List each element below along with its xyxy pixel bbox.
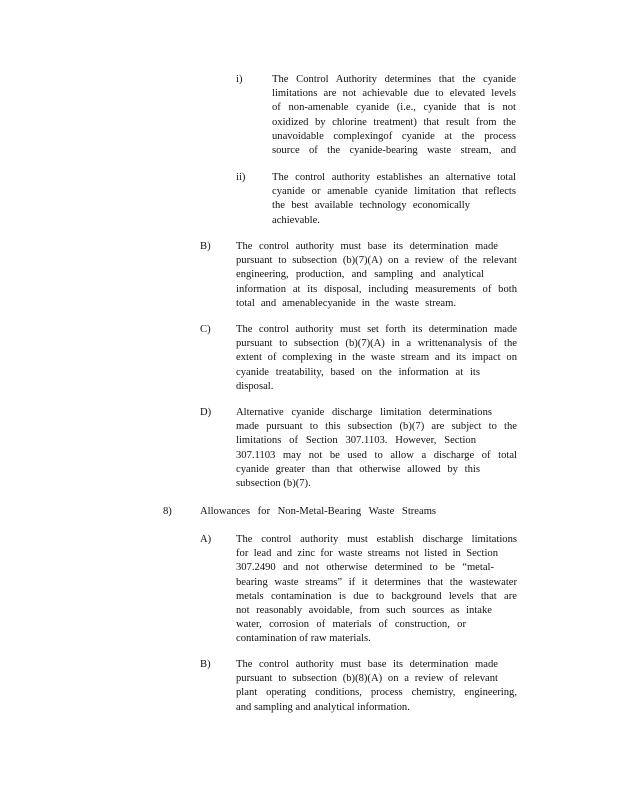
- text-line: subsection (b)(7).: [236, 477, 311, 489]
- text-line: achievable.: [272, 214, 320, 226]
- text-line: The Control Authority determines that the cyanide: [272, 74, 516, 85]
- text-line: pursuant to subsection (b)(7)(A) in a writtenanalysis of the: [236, 338, 517, 350]
- text-line: The control authority establishes an alternative total: [272, 172, 516, 183]
- text-line: unavoidable complexingof cyanide at the process: [272, 130, 516, 142]
- item-label: D): [200, 407, 212, 418]
- text-line: cyanide greater than that otherwise allowed by this: [236, 463, 480, 475]
- text-line: limitations of Section 307.1103. However, Section: [236, 435, 476, 447]
- item-label: i): [236, 74, 243, 85]
- item-text: [236, 406, 517, 491]
- text-line: plant operating conditions, process chemistry, engineering,: [236, 687, 517, 699]
- item-label: C): [200, 324, 211, 335]
- item-label: B): [200, 241, 211, 252]
- section-label: 8): [163, 506, 172, 517]
- item-text: [272, 73, 516, 158]
- text-line: extent of complexing in the waste stream and its impact on: [236, 352, 517, 364]
- text-line: contamination of raw materials.: [236, 633, 371, 645]
- text-line: The control authority must base its determination made: [236, 659, 498, 670]
- text-line: disposal.: [236, 380, 274, 392]
- section-title: Allowances for Non-Metal-Bearing Waste Streams: [200, 506, 437, 517]
- item-text: [236, 533, 517, 647]
- text-line: metals contamination is due to background levels that are: [236, 590, 517, 602]
- text-line: oxidized by chlorine treatment) that result from the: [272, 116, 516, 128]
- text-line: 307.2490 and not otherwise determined to be “metal-: [236, 562, 494, 574]
- text-line: pursuant to subsection (b)(8)(A) on a review of relevant: [236, 673, 498, 685]
- text-line: the best available technology economically: [272, 200, 470, 212]
- item-text: [236, 240, 517, 311]
- item-label: A): [200, 534, 212, 545]
- text-line: cyanide or amenable cyanide limitation that reflects: [272, 186, 516, 198]
- text-line: source of the cyanide-bearing waste stream, and: [272, 144, 516, 156]
- text-line: Alternative cyanide discharge limitation determinations: [236, 407, 492, 418]
- text-line: bearing waste streams” if it determines that the wastewater: [236, 576, 517, 588]
- item-label: ii): [236, 172, 246, 183]
- item-text: [272, 171, 516, 228]
- text-line: The control authority must establish discharge limitations: [236, 534, 517, 545]
- text-line: of non-amenable cyanide (i.e., cyanide that is not: [272, 102, 516, 114]
- text-line: pursuant to subsection (b)(7)(A) on a review of the relevant: [236, 255, 517, 267]
- text-line: engineering, production, and sampling and analytical: [236, 269, 484, 281]
- text-line: for lead and zinc for waste streams not listed in Section: [236, 548, 498, 560]
- text-line: total and amenablecyanide in the waste stream.: [236, 297, 456, 309]
- text-line: 307.1103 may not be used to allow a discharge of total: [236, 449, 517, 461]
- text-line: and sampling and analytical information.: [236, 701, 410, 713]
- text-line: water, corrosion of materials of construction, or: [236, 619, 466, 631]
- text-line: The control authority must set forth its determination made: [236, 324, 517, 335]
- item-label: B): [200, 659, 211, 670]
- text-line: information at its disposal, including measurements of both: [236, 283, 517, 295]
- text-line: cyanide treatability, based on the information at its: [236, 366, 480, 378]
- item-text: [236, 323, 517, 394]
- item-text: [236, 658, 517, 715]
- text-line: made pursuant to this subsection (b)(7) are subject to the: [236, 421, 517, 433]
- text-line: The control authority must base its determination made: [236, 241, 498, 252]
- text-line: not reasonably avoidable, from such sources as intake: [236, 604, 492, 616]
- text-line: limitations are not achievable due to elevated levels: [272, 88, 516, 100]
